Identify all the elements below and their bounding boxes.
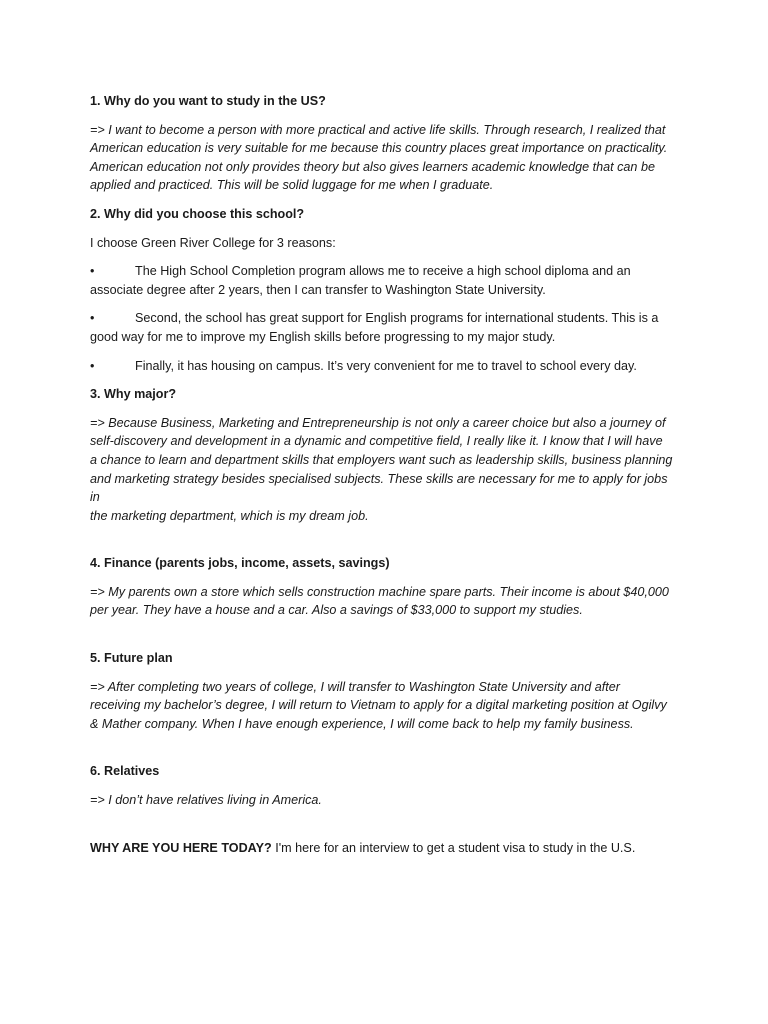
blank-line [90,535,680,554]
answer-line: => I don’t have relatives living in America. [90,793,322,808]
answer-line: per year. They have a house and a car. Also a savings of $33,000 to support my studies. [90,603,583,618]
answer-line: => My parents own a store which sells construction machine spare parts. Their income is about $40,000 [90,584,669,599]
question-3-answer [90,414,680,526]
bullet-text: Finally, it has housing on campus. It’s very convenient for me to travel to school every day. [135,358,637,373]
closing-label: WHY ARE YOU HERE TODAY? [90,840,272,855]
answer-line: receiving my bachelor’s degree, I will return to Vietnam to apply for a digital marketing position at Ogilvy [90,698,667,713]
bullet-symbol: • [90,358,95,373]
blank-line [90,743,680,762]
question-6-heading: 6. Relatives [90,764,160,779]
answer-line: => Because Business, Marketing and Entrepreneurship is not only a career choice but also a journey of [90,415,666,430]
answer-line: the marketing department, which is my dream job. [90,508,369,523]
question-2-intro: I choose Green River College for 3 reasons: [90,235,336,250]
answer-line: & Mather company. When I have enough experience, I will come back to help my family business. [90,716,634,731]
question-2-heading: 2. Why did you choose this school? [90,206,305,221]
question-1-answer [90,121,680,195]
bullet-symbol: • [90,311,95,326]
closing-text: I'm here for an interview to get a student visa to study in the U.S. [271,840,636,855]
document-page [90,92,680,867]
blank-line [90,630,680,649]
closing-statement [90,839,680,858]
question-1-heading: 1. Why do you want to study in the US? [90,94,326,108]
bullet-text: The High School Completion program allows me to receive a high school diploma and an [135,264,631,279]
answer-line: a chance to learn and department skills that employers want such as leadership skills, business planning [90,452,673,467]
question-4-answer [90,583,680,620]
answer-line: applied and practiced. This will be solid luggage for me when I graduate. [90,178,494,193]
question-3-heading: 3. Why major? [90,387,177,402]
bullet-item [90,262,680,299]
bullet-symbol: • [90,264,95,279]
bullet-text: good way for me to improve my English skills before progressing to my major study. [90,329,556,344]
bullet-item [90,309,680,346]
answer-line: => I want to become a person with more practical and active life skills. Through research, I realized that [90,122,666,137]
bullet-text: Second, the school has great support for English programs for international students. This is a [135,311,659,326]
question-6-answer [90,791,680,810]
answer-line: American education not only provides theory but also gives learners academic knowledge that can be [90,159,655,174]
answer-line: self-discovery and development in a dynamic and competitive field, I really like it. I know that I will have [90,434,663,449]
question-5-heading: 5. Future plan [90,651,173,666]
question-5-answer [90,678,680,734]
bullet-text: associate degree after 2 years, then I can transfer to Washington State University. [90,282,546,297]
answer-line: American education is very suitable for me because this country places great importance on practicality. [90,141,668,156]
bullet-item [90,357,680,376]
answer-line: and marketing strategy besides specialised subjects. These skills are necessary for me to apply for jobs in [90,471,668,505]
answer-line: => After completing two years of college, I will transfer to Washington State University and after [90,679,620,694]
blank-line [90,820,680,839]
question-4-heading: 4. Finance (parents jobs, income, assets, savings) [90,556,390,571]
